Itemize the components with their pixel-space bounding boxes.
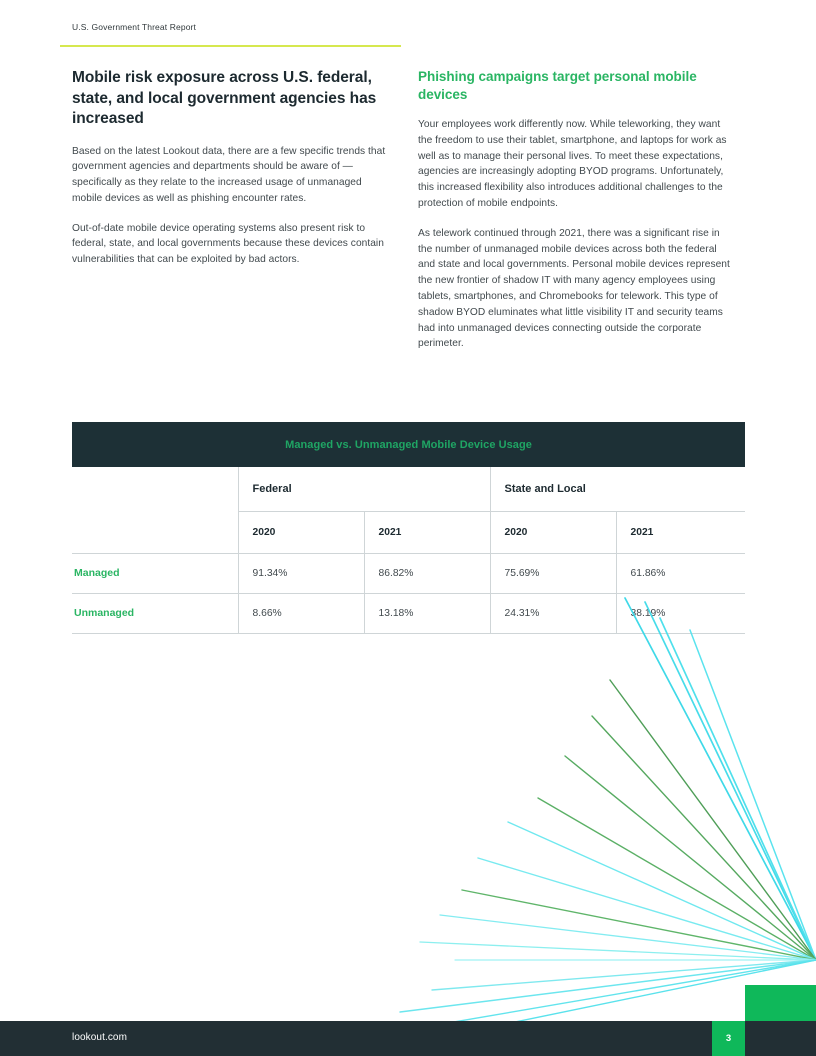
decorative-line-fan — [0, 560, 816, 1056]
cell-unmanaged-state-2021: 38.19% — [616, 593, 745, 633]
year-header-empty — [72, 511, 238, 553]
right-column — [418, 68, 736, 352]
right-paragraph-1: Your employees work differently now. While teleworking, they want the freedom to use their tablet, smartphone, and laptops for work as well as to manage their personal lives. To meet these expectations, agencies are increasingly adopting BYOD programs. Unfortunately, this increased flexibility also introduces additional challenges to the protection of mobile endpoints. — [418, 119, 727, 209]
left-paragraph-1: Based on the latest Lookout data, there are a few specific trends that government agencies and departments should be aware of — specifically as they relate to the increased usage of unmanaged mobile devices as well as phishing encounter rates. — [72, 145, 386, 204]
page-number-badge: 3 — [712, 1021, 745, 1056]
year-header-state-2020: 2020 — [490, 511, 616, 553]
year-header-state-2021: 2021 — [616, 511, 745, 553]
group-header-state-and-local: State and Local — [490, 467, 745, 511]
left-column — [72, 68, 390, 268]
group-header-federal: Federal — [238, 467, 490, 511]
year-header-federal-2021: 2021 — [364, 511, 490, 553]
header-rule — [60, 45, 401, 47]
footer-website-link[interactable]: lookout.com — [72, 1032, 128, 1043]
cell-managed-federal-2020: 91.34% — [238, 553, 364, 593]
data-table-container — [72, 422, 745, 634]
cell-unmanaged-federal-2021: 13.18% — [364, 593, 490, 633]
footer-accent-block — [745, 985, 816, 1022]
cell-unmanaged-state-2020: 24.31% — [490, 593, 616, 633]
left-paragraph-2: Out-of-date mobile device operating systems also present risk to federal, state, and local governments because these devices contain vulnerabilities that can be exploited by bad actors. — [72, 222, 384, 266]
row-label-managed: Managed — [72, 553, 238, 593]
table-group-header-row — [72, 467, 745, 511]
table-row — [72, 553, 745, 593]
device-usage-table — [72, 422, 745, 634]
table-row — [72, 593, 745, 633]
cell-managed-state-2021: 61.86% — [616, 553, 745, 593]
section-subheading: Phishing campaigns target personal mobile devices — [418, 69, 697, 102]
page-title: Mobile risk exposure across U.S. federal, state, and local government agencies has increased — [72, 69, 377, 127]
running-header-title: U.S. Government Threat Report — [72, 22, 197, 32]
year-header-federal-2020: 2020 — [238, 511, 364, 553]
cell-unmanaged-federal-2020: 8.66% — [238, 593, 364, 633]
cell-managed-federal-2021: 86.82% — [364, 553, 490, 593]
right-paragraph-2: As telework continued through 2021, there was a significant rise in the number of unmanaged mobile devices across both the federal and state and local governments. Personal mobile devices represent the new frontier of shadow IT with many agency employees using tablets, smartphones, and Chromebooks for telework. This type of shadow BYOD eluminates what little visibility IT and security teams had into unmanaged devices connecting outside the corporate perimeter. — [418, 227, 730, 350]
cell-managed-state-2020: 75.69% — [490, 553, 616, 593]
group-header-empty — [72, 467, 238, 511]
table-year-header-row — [72, 511, 745, 553]
table-title-row — [72, 422, 745, 467]
table-title: Managed vs. Unmanaged Mobile Device Usage — [72, 422, 745, 467]
row-label-unmanaged: Unmanaged — [72, 593, 238, 633]
